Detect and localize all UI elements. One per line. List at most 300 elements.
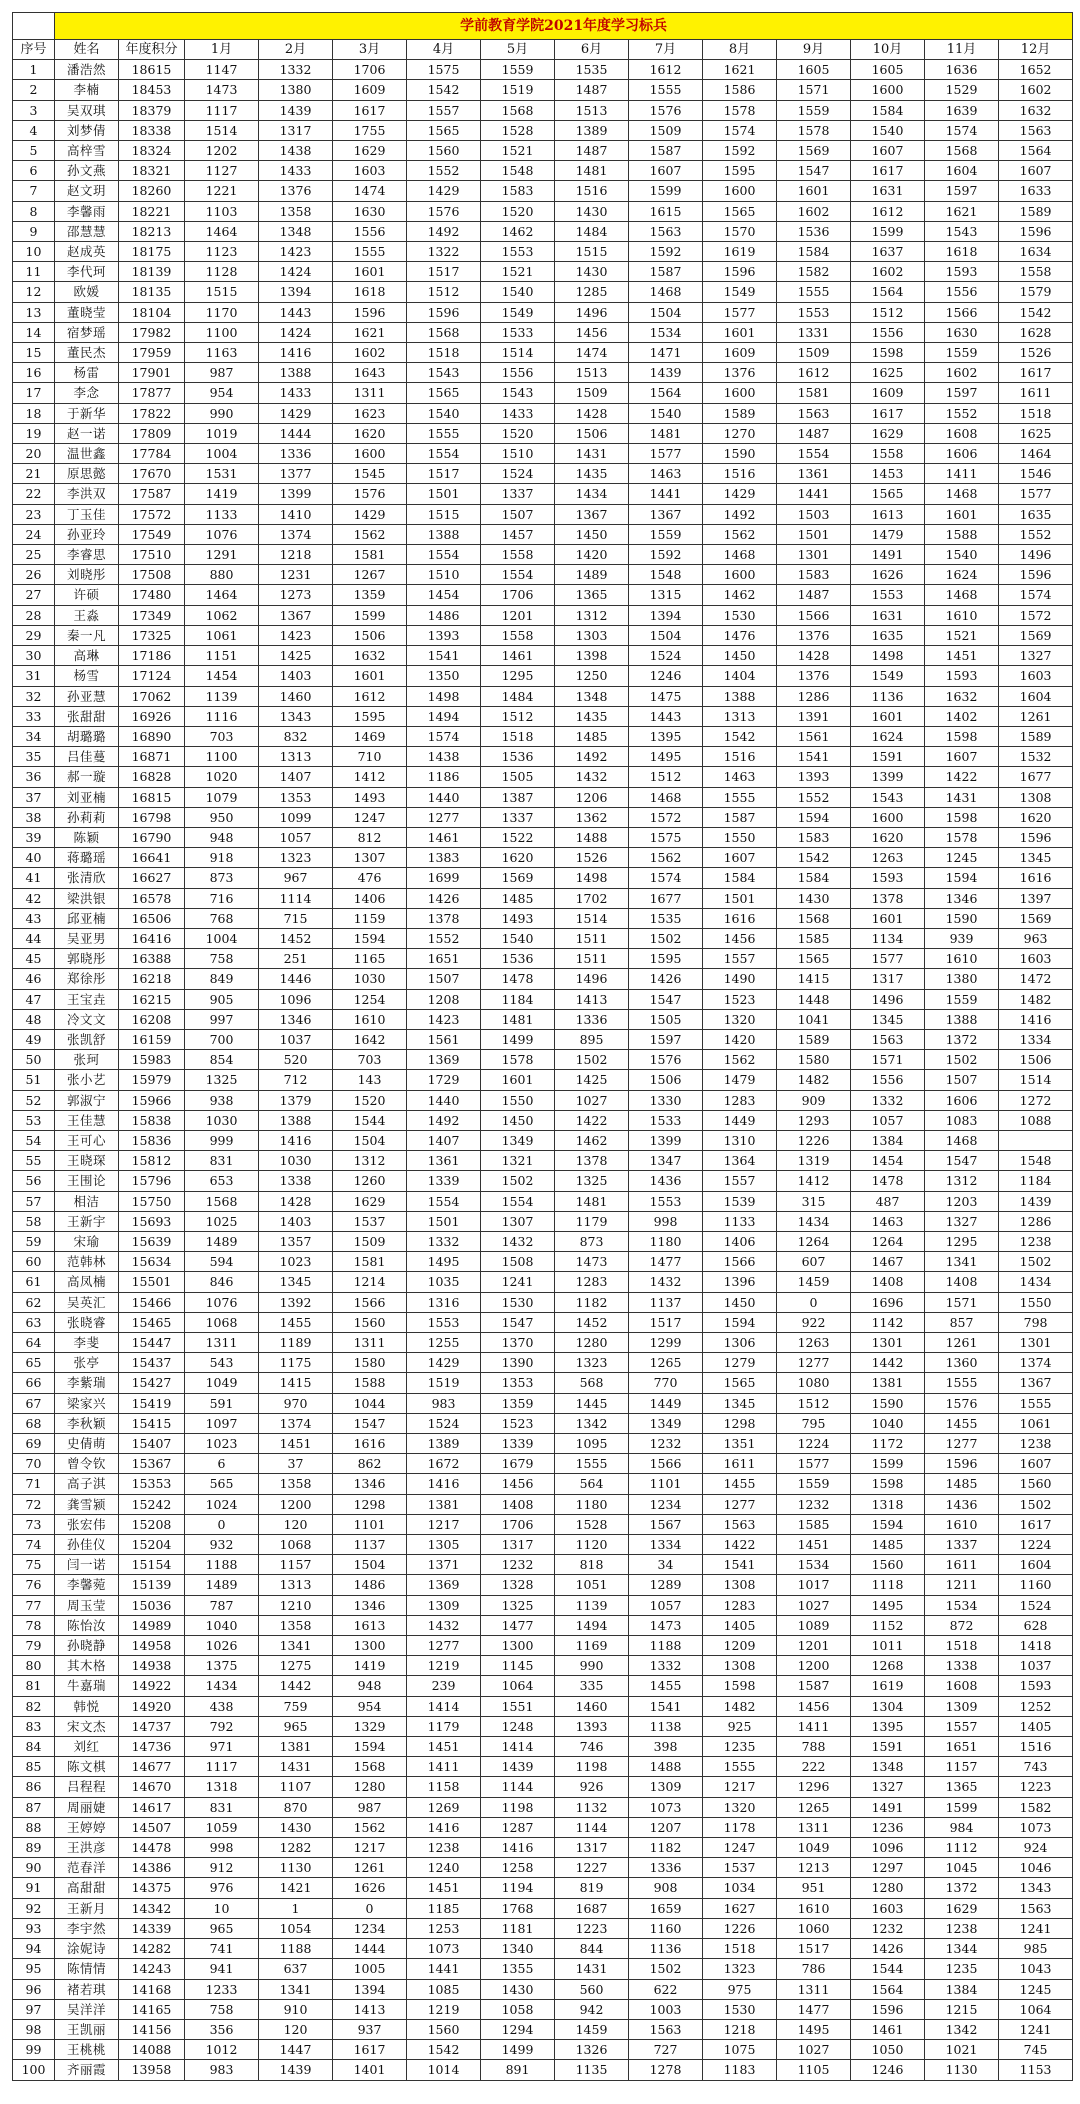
score-cell[interactable]: 1300 bbox=[333, 1636, 407, 1656]
index-cell[interactable]: 62 bbox=[13, 1292, 55, 1312]
score-cell[interactable]: 1555 bbox=[999, 1393, 1073, 1413]
score-cell[interactable]: 1501 bbox=[407, 1211, 481, 1231]
score-cell[interactable]: 1261 bbox=[999, 706, 1073, 726]
score-cell[interactable]: 1359 bbox=[333, 585, 407, 605]
score-cell[interactable]: 565 bbox=[185, 1474, 259, 1494]
score-cell[interactable]: 818 bbox=[555, 1555, 629, 1575]
score-cell[interactable]: 18453 bbox=[119, 80, 185, 100]
score-cell[interactable]: 954 bbox=[333, 1696, 407, 1716]
score-cell[interactable]: 1287 bbox=[481, 1817, 555, 1837]
score-cell[interactable]: 1468 bbox=[629, 787, 703, 807]
score-cell[interactable]: 1597 bbox=[925, 383, 999, 403]
score-cell[interactable]: 1123 bbox=[185, 242, 259, 262]
score-cell[interactable]: 939 bbox=[925, 928, 999, 948]
score-cell[interactable]: 15836 bbox=[119, 1130, 185, 1150]
score-cell[interactable]: 926 bbox=[555, 1777, 629, 1797]
index-cell[interactable]: 26 bbox=[13, 565, 55, 585]
score-cell[interactable]: 844 bbox=[555, 1939, 629, 1959]
score-cell[interactable]: 1634 bbox=[999, 242, 1073, 262]
score-cell[interactable]: 1523 bbox=[703, 989, 777, 1009]
index-cell[interactable]: 18 bbox=[13, 403, 55, 423]
score-cell[interactable]: 1516 bbox=[555, 181, 629, 201]
score-cell[interactable]: 1428 bbox=[555, 403, 629, 423]
score-cell[interactable]: 1563 bbox=[777, 403, 851, 423]
score-cell[interactable]: 1474 bbox=[333, 181, 407, 201]
score-cell[interactable]: 1559 bbox=[777, 100, 851, 120]
score-cell[interactable]: 17062 bbox=[119, 686, 185, 706]
index-cell[interactable]: 40 bbox=[13, 848, 55, 868]
score-cell[interactable]: 1234 bbox=[629, 1494, 703, 1514]
score-cell[interactable]: 965 bbox=[185, 1918, 259, 1938]
score-cell[interactable]: 1537 bbox=[333, 1211, 407, 1231]
score-cell[interactable]: 1080 bbox=[777, 1373, 851, 1393]
score-cell[interactable]: 1349 bbox=[629, 1413, 703, 1433]
score-cell[interactable]: 1574 bbox=[999, 585, 1073, 605]
score-cell[interactable]: 1518 bbox=[925, 1636, 999, 1656]
index-cell[interactable]: 53 bbox=[13, 1110, 55, 1130]
index-cell[interactable]: 35 bbox=[13, 747, 55, 767]
score-cell[interactable]: 15419 bbox=[119, 1393, 185, 1413]
score-cell[interactable]: 1389 bbox=[555, 120, 629, 140]
score-cell[interactable]: 1561 bbox=[777, 726, 851, 746]
score-cell[interactable]: 1213 bbox=[777, 1858, 851, 1878]
score-cell[interactable]: 1374 bbox=[259, 524, 333, 544]
score-cell[interactable]: 1607 bbox=[703, 848, 777, 868]
index-cell[interactable]: 75 bbox=[13, 1555, 55, 1575]
score-cell[interactable]: 1076 bbox=[185, 524, 259, 544]
score-cell[interactable]: 1517 bbox=[777, 1939, 851, 1959]
score-cell[interactable]: 1485 bbox=[555, 726, 629, 746]
corner-cell[interactable] bbox=[13, 13, 55, 40]
score-cell[interactable]: 1450 bbox=[703, 1292, 777, 1312]
score-cell[interactable]: 1304 bbox=[851, 1696, 925, 1716]
name-cell[interactable]: 王可心 bbox=[55, 1130, 119, 1150]
score-cell[interactable]: 1432 bbox=[629, 1272, 703, 1292]
score-cell[interactable]: 1569 bbox=[481, 868, 555, 888]
score-cell[interactable]: 1568 bbox=[407, 322, 481, 342]
score-cell[interactable]: 476 bbox=[333, 868, 407, 888]
score-cell[interactable]: 1558 bbox=[999, 262, 1073, 282]
score-cell[interactable]: 1518 bbox=[481, 726, 555, 746]
score-cell[interactable]: 1447 bbox=[259, 2040, 333, 2060]
score-cell[interactable]: 1514 bbox=[481, 343, 555, 363]
score-cell[interactable]: 1552 bbox=[925, 403, 999, 423]
score-cell[interactable]: 1601 bbox=[777, 181, 851, 201]
score-cell[interactable]: 1112 bbox=[925, 1838, 999, 1858]
score-cell[interactable]: 1310 bbox=[703, 1130, 777, 1150]
score-cell[interactable]: 1365 bbox=[925, 1777, 999, 1797]
score-cell[interactable]: 120 bbox=[259, 2019, 333, 2039]
score-cell[interactable]: 1471 bbox=[629, 343, 703, 363]
score-cell[interactable]: 1492 bbox=[703, 504, 777, 524]
score-cell[interactable]: 768 bbox=[185, 908, 259, 928]
score-cell[interactable]: 854 bbox=[185, 1050, 259, 1070]
score-cell[interactable]: 1388 bbox=[259, 1110, 333, 1130]
score-cell[interactable]: 1603 bbox=[999, 666, 1073, 686]
score-cell[interactable]: 1481 bbox=[481, 1009, 555, 1029]
score-cell[interactable]: 1550 bbox=[481, 1090, 555, 1110]
score-cell[interactable]: 1424 bbox=[259, 322, 333, 342]
score-cell[interactable]: 1367 bbox=[259, 605, 333, 625]
score-cell[interactable]: 1134 bbox=[851, 928, 925, 948]
name-cell[interactable]: 梁家兴 bbox=[55, 1393, 119, 1413]
score-cell[interactable]: 1584 bbox=[851, 100, 925, 120]
score-cell[interactable]: 15139 bbox=[119, 1575, 185, 1595]
score-cell[interactable]: 1419 bbox=[333, 1656, 407, 1676]
name-cell[interactable]: 宿梦瑶 bbox=[55, 322, 119, 342]
score-cell[interactable]: 1598 bbox=[925, 726, 999, 746]
score-cell[interactable]: 1558 bbox=[481, 545, 555, 565]
name-cell[interactable]: 宋文杰 bbox=[55, 1716, 119, 1736]
score-cell[interactable]: 1563 bbox=[629, 2019, 703, 2039]
score-cell[interactable]: 1574 bbox=[703, 120, 777, 140]
score-cell[interactable]: 1440 bbox=[407, 1090, 481, 1110]
score-cell[interactable]: 1577 bbox=[851, 949, 925, 969]
index-cell[interactable]: 88 bbox=[13, 1817, 55, 1837]
score-cell[interactable]: 1188 bbox=[629, 1636, 703, 1656]
score-cell[interactable]: 1283 bbox=[703, 1090, 777, 1110]
name-cell[interactable]: 梁洪银 bbox=[55, 888, 119, 908]
score-cell[interactable]: 1589 bbox=[999, 201, 1073, 221]
score-cell[interactable]: 398 bbox=[629, 1737, 703, 1757]
score-cell[interactable]: 1577 bbox=[629, 444, 703, 464]
score-cell[interactable]: 1379 bbox=[259, 1090, 333, 1110]
score-cell[interactable]: 1451 bbox=[407, 1737, 481, 1757]
score-cell[interactable]: 1380 bbox=[259, 80, 333, 100]
score-cell[interactable]: 15838 bbox=[119, 1110, 185, 1130]
score-cell[interactable]: 1584 bbox=[777, 242, 851, 262]
score-cell[interactable]: 143 bbox=[333, 1070, 407, 1090]
index-cell[interactable]: 4 bbox=[13, 120, 55, 140]
name-cell[interactable]: 高子淇 bbox=[55, 1474, 119, 1494]
score-cell[interactable]: 1389 bbox=[407, 1434, 481, 1454]
score-cell[interactable]: 1160 bbox=[999, 1575, 1073, 1595]
score-cell[interactable]: 1277 bbox=[407, 1636, 481, 1656]
score-cell[interactable]: 1608 bbox=[925, 423, 999, 443]
column-header[interactable]: 3月 bbox=[333, 40, 407, 60]
score-cell[interactable]: 1005 bbox=[333, 1959, 407, 1979]
score-cell[interactable]: 1541 bbox=[703, 1555, 777, 1575]
score-cell[interactable]: 1607 bbox=[851, 141, 925, 161]
index-cell[interactable]: 39 bbox=[13, 827, 55, 847]
score-cell[interactable]: 1502 bbox=[629, 928, 703, 948]
score-cell[interactable]: 1504 bbox=[629, 625, 703, 645]
score-cell[interactable]: 787 bbox=[185, 1595, 259, 1615]
score-cell[interactable]: 1553 bbox=[481, 242, 555, 262]
score-cell[interactable]: 1628 bbox=[999, 322, 1073, 342]
score-cell[interactable]: 1488 bbox=[629, 1757, 703, 1777]
score-cell[interactable]: 1629 bbox=[333, 1191, 407, 1211]
score-cell[interactable]: 1606 bbox=[925, 1090, 999, 1110]
score-cell[interactable]: 1312 bbox=[555, 605, 629, 625]
score-cell[interactable]: 1405 bbox=[999, 1716, 1073, 1736]
score-cell[interactable]: 18221 bbox=[119, 201, 185, 221]
index-cell[interactable]: 79 bbox=[13, 1636, 55, 1656]
score-cell[interactable]: 1432 bbox=[407, 1615, 481, 1635]
score-cell[interactable]: 1481 bbox=[555, 161, 629, 181]
score-cell[interactable]: 1755 bbox=[333, 120, 407, 140]
score-cell[interactable]: 1590 bbox=[925, 908, 999, 928]
score-cell[interactable]: 1247 bbox=[333, 807, 407, 827]
score-cell[interactable]: 1562 bbox=[333, 524, 407, 544]
score-cell[interactable]: 1421 bbox=[259, 1878, 333, 1898]
score-cell[interactable]: 1555 bbox=[925, 1373, 999, 1393]
score-cell[interactable]: 1540 bbox=[925, 545, 999, 565]
index-cell[interactable]: 5 bbox=[13, 141, 55, 161]
score-cell[interactable]: 1566 bbox=[777, 605, 851, 625]
score-cell[interactable]: 1637 bbox=[851, 242, 925, 262]
score-cell[interactable]: 1600 bbox=[703, 383, 777, 403]
score-cell[interactable]: 1604 bbox=[999, 686, 1073, 706]
score-cell[interactable]: 1618 bbox=[333, 282, 407, 302]
index-cell[interactable]: 46 bbox=[13, 969, 55, 989]
index-cell[interactable]: 32 bbox=[13, 686, 55, 706]
score-cell[interactable]: 1559 bbox=[629, 524, 703, 544]
score-cell[interactable]: 1605 bbox=[851, 60, 925, 80]
index-cell[interactable]: 67 bbox=[13, 1393, 55, 1413]
score-cell[interactable]: 1509 bbox=[777, 343, 851, 363]
score-cell[interactable]: 1558 bbox=[851, 444, 925, 464]
score-cell[interactable]: 1043 bbox=[999, 1959, 1073, 1979]
score-cell[interactable]: 1399 bbox=[851, 767, 925, 787]
score-cell[interactable]: 1594 bbox=[851, 1514, 925, 1534]
index-cell[interactable]: 96 bbox=[13, 1979, 55, 1999]
index-cell[interactable]: 61 bbox=[13, 1272, 55, 1292]
score-cell[interactable]: 1475 bbox=[629, 686, 703, 706]
score-cell[interactable]: 1325 bbox=[185, 1070, 259, 1090]
score-cell[interactable]: 1461 bbox=[407, 827, 481, 847]
index-cell[interactable]: 43 bbox=[13, 908, 55, 928]
score-cell[interactable]: 1620 bbox=[333, 423, 407, 443]
score-cell[interactable]: 1620 bbox=[481, 848, 555, 868]
score-cell[interactable]: 1218 bbox=[703, 2019, 777, 2039]
score-cell[interactable]: 1308 bbox=[703, 1575, 777, 1595]
score-cell[interactable]: 1554 bbox=[481, 565, 555, 585]
index-cell[interactable]: 80 bbox=[13, 1656, 55, 1676]
index-cell[interactable]: 58 bbox=[13, 1211, 55, 1231]
name-cell[interactable]: 杨雷 bbox=[55, 363, 119, 383]
score-cell[interactable]: 1569 bbox=[999, 908, 1073, 928]
score-cell[interactable]: 1323 bbox=[703, 1959, 777, 1979]
score-cell[interactable]: 1184 bbox=[481, 989, 555, 1009]
score-cell[interactable]: 1516 bbox=[703, 747, 777, 767]
score-cell[interactable]: 1486 bbox=[407, 605, 481, 625]
score-cell[interactable]: 1609 bbox=[703, 343, 777, 363]
score-cell[interactable]: 1346 bbox=[925, 888, 999, 908]
score-cell[interactable]: 1105 bbox=[777, 2060, 851, 2080]
score-cell[interactable]: 1494 bbox=[407, 706, 481, 726]
score-cell[interactable]: 832 bbox=[259, 726, 333, 746]
score-cell[interactable]: 1054 bbox=[259, 1918, 333, 1938]
score-cell[interactable]: 1343 bbox=[259, 706, 333, 726]
score-cell[interactable]: 1422 bbox=[555, 1110, 629, 1130]
score-cell[interactable]: 16208 bbox=[119, 1009, 185, 1029]
score-cell[interactable]: 15415 bbox=[119, 1413, 185, 1433]
score-cell[interactable]: 1519 bbox=[407, 1373, 481, 1393]
score-cell[interactable]: 1049 bbox=[777, 1838, 851, 1858]
score-cell[interactable]: 14168 bbox=[119, 1979, 185, 1999]
score-cell[interactable]: 1566 bbox=[925, 302, 999, 322]
score-cell[interactable]: 1144 bbox=[481, 1777, 555, 1797]
score-cell[interactable]: 1431 bbox=[555, 444, 629, 464]
score-cell[interactable]: 1568 bbox=[925, 141, 999, 161]
column-header[interactable]: 9月 bbox=[777, 40, 851, 60]
score-cell[interactable]: 1435 bbox=[555, 706, 629, 726]
score-cell[interactable]: 10 bbox=[185, 1898, 259, 1918]
name-cell[interactable]: 孙晓静 bbox=[55, 1636, 119, 1656]
score-cell[interactable]: 710 bbox=[333, 747, 407, 767]
score-cell[interactable]: 1283 bbox=[555, 1272, 629, 1292]
score-cell[interactable]: 1030 bbox=[185, 1110, 259, 1130]
score-cell[interactable]: 1617 bbox=[999, 1514, 1073, 1534]
index-cell[interactable]: 41 bbox=[13, 868, 55, 888]
score-cell[interactable]: 1341 bbox=[259, 1979, 333, 1999]
name-cell[interactable]: 王佳慧 bbox=[55, 1110, 119, 1130]
score-cell[interactable]: 1534 bbox=[925, 1595, 999, 1615]
score-cell[interactable]: 1600 bbox=[851, 80, 925, 100]
score-cell[interactable]: 1630 bbox=[925, 322, 999, 342]
name-cell[interactable]: 高甜甜 bbox=[55, 1878, 119, 1898]
score-cell[interactable]: 1565 bbox=[777, 949, 851, 969]
score-cell[interactable]: 1391 bbox=[777, 706, 851, 726]
score-cell[interactable]: 1412 bbox=[777, 1171, 851, 1191]
name-cell[interactable]: 郭晓彤 bbox=[55, 949, 119, 969]
score-cell[interactable]: 1117 bbox=[185, 100, 259, 120]
name-cell[interactable]: 高梓雪 bbox=[55, 141, 119, 161]
score-cell[interactable]: 1404 bbox=[703, 666, 777, 686]
score-cell[interactable]: 1188 bbox=[259, 1939, 333, 1959]
score-cell[interactable]: 970 bbox=[259, 1393, 333, 1413]
score-cell[interactable]: 1428 bbox=[259, 1191, 333, 1211]
name-cell[interactable]: 吴亚男 bbox=[55, 928, 119, 948]
index-cell[interactable]: 48 bbox=[13, 1009, 55, 1029]
index-cell[interactable]: 78 bbox=[13, 1615, 55, 1635]
score-cell[interactable]: 1040 bbox=[851, 1413, 925, 1433]
score-cell[interactable]: 1596 bbox=[999, 221, 1073, 241]
score-cell[interactable]: 1601 bbox=[851, 706, 925, 726]
column-header[interactable]: 5月 bbox=[481, 40, 555, 60]
score-cell[interactable]: 1416 bbox=[999, 1009, 1073, 1029]
score-cell[interactable]: 1321 bbox=[481, 1151, 555, 1171]
score-cell[interactable]: 14088 bbox=[119, 2040, 185, 2060]
score-cell[interactable]: 1439 bbox=[629, 363, 703, 383]
name-cell[interactable]: 李睿思 bbox=[55, 545, 119, 565]
score-cell[interactable]: 1510 bbox=[481, 444, 555, 464]
score-cell[interactable]: 1280 bbox=[555, 1333, 629, 1353]
score-cell[interactable]: 1238 bbox=[999, 1434, 1073, 1454]
score-cell[interactable]: 1376 bbox=[777, 666, 851, 686]
name-cell[interactable]: 范韩林 bbox=[55, 1252, 119, 1272]
score-cell[interactable]: 0 bbox=[333, 1898, 407, 1918]
score-cell[interactable]: 1030 bbox=[259, 1151, 333, 1171]
score-cell[interactable]: 1478 bbox=[851, 1171, 925, 1191]
score-cell[interactable]: 1516 bbox=[999, 1737, 1073, 1757]
score-cell[interactable]: 16388 bbox=[119, 949, 185, 969]
name-cell[interactable]: 陈颖 bbox=[55, 827, 119, 847]
score-cell[interactable]: 1336 bbox=[629, 1858, 703, 1878]
score-cell[interactable]: 1508 bbox=[481, 1252, 555, 1272]
index-cell[interactable]: 45 bbox=[13, 949, 55, 969]
score-cell[interactable]: 1399 bbox=[629, 1130, 703, 1150]
score-cell[interactable]: 1498 bbox=[407, 686, 481, 706]
score-cell[interactable]: 1120 bbox=[555, 1535, 629, 1555]
score-cell[interactable]: 1524 bbox=[481, 464, 555, 484]
score-cell[interactable]: 1336 bbox=[555, 1009, 629, 1029]
score-cell[interactable]: 1250 bbox=[555, 666, 629, 686]
score-cell[interactable]: 1594 bbox=[333, 1737, 407, 1757]
score-cell[interactable]: 1577 bbox=[703, 302, 777, 322]
score-cell[interactable]: 1544 bbox=[333, 1110, 407, 1130]
score-cell[interactable]: 1592 bbox=[629, 545, 703, 565]
score-cell[interactable]: 983 bbox=[185, 2060, 259, 2080]
score-cell[interactable]: 1594 bbox=[777, 807, 851, 827]
score-cell[interactable]: 1175 bbox=[259, 1353, 333, 1373]
score-cell[interactable]: 1455 bbox=[703, 1474, 777, 1494]
score-cell[interactable]: 1565 bbox=[703, 201, 777, 221]
score-cell[interactable]: 1430 bbox=[555, 262, 629, 282]
score-cell[interactable]: 1617 bbox=[333, 2040, 407, 2060]
score-cell[interactable]: 1027 bbox=[555, 1090, 629, 1110]
score-cell[interactable]: 1601 bbox=[703, 322, 777, 342]
score-cell[interactable]: 1377 bbox=[259, 464, 333, 484]
score-cell[interactable]: 1367 bbox=[629, 504, 703, 524]
score-cell[interactable]: 1587 bbox=[629, 262, 703, 282]
name-cell[interactable]: 郭淑宁 bbox=[55, 1090, 119, 1110]
score-cell[interactable]: 1586 bbox=[703, 80, 777, 100]
score-cell[interactable]: 14375 bbox=[119, 1878, 185, 1898]
score-cell[interactable]: 1568 bbox=[185, 1191, 259, 1211]
name-cell[interactable]: 王晓琛 bbox=[55, 1151, 119, 1171]
score-cell[interactable]: 1395 bbox=[629, 726, 703, 746]
index-cell[interactable]: 9 bbox=[13, 221, 55, 241]
score-cell[interactable]: 1422 bbox=[925, 767, 999, 787]
score-cell[interactable]: 1595 bbox=[629, 949, 703, 969]
score-cell[interactable]: 1590 bbox=[703, 444, 777, 464]
score-cell[interactable]: 1457 bbox=[481, 524, 555, 544]
index-cell[interactable]: 24 bbox=[13, 524, 55, 544]
score-cell[interactable]: 1415 bbox=[777, 969, 851, 989]
score-cell[interactable]: 1496 bbox=[999, 545, 1073, 565]
score-cell[interactable]: 1345 bbox=[851, 1009, 925, 1029]
score-cell[interactable]: 14920 bbox=[119, 1696, 185, 1716]
score-cell[interactable]: 1629 bbox=[851, 423, 925, 443]
score-cell[interactable]: 1507 bbox=[481, 504, 555, 524]
score-cell[interactable]: 1509 bbox=[555, 383, 629, 403]
score-cell[interactable]: 1561 bbox=[407, 1029, 481, 1049]
name-cell[interactable]: 李代珂 bbox=[55, 262, 119, 282]
score-cell[interactable]: 1246 bbox=[629, 666, 703, 686]
score-cell[interactable]: 1107 bbox=[259, 1777, 333, 1797]
index-cell[interactable]: 47 bbox=[13, 989, 55, 1009]
score-cell[interactable]: 1569 bbox=[999, 625, 1073, 645]
score-cell[interactable]: 1295 bbox=[925, 1231, 999, 1251]
name-cell[interactable]: 闫一诺 bbox=[55, 1555, 119, 1575]
score-cell[interactable]: 1596 bbox=[851, 1999, 925, 2019]
score-cell[interactable]: 1327 bbox=[925, 1211, 999, 1231]
index-cell[interactable]: 99 bbox=[13, 2040, 55, 2060]
score-cell[interactable]: 14478 bbox=[119, 1838, 185, 1858]
score-cell[interactable]: 1152 bbox=[851, 1615, 925, 1635]
score-cell[interactable]: 1139 bbox=[555, 1595, 629, 1615]
name-cell[interactable]: 潘浩然 bbox=[55, 60, 119, 80]
score-cell[interactable]: 1101 bbox=[333, 1514, 407, 1534]
score-cell[interactable]: 1491 bbox=[851, 1797, 925, 1817]
score-cell[interactable]: 1534 bbox=[629, 322, 703, 342]
score-cell[interactable]: 1635 bbox=[851, 625, 925, 645]
score-cell[interactable]: 1132 bbox=[555, 1797, 629, 1817]
score-cell[interactable]: 1429 bbox=[333, 504, 407, 524]
score-cell[interactable]: 1201 bbox=[777, 1636, 851, 1656]
